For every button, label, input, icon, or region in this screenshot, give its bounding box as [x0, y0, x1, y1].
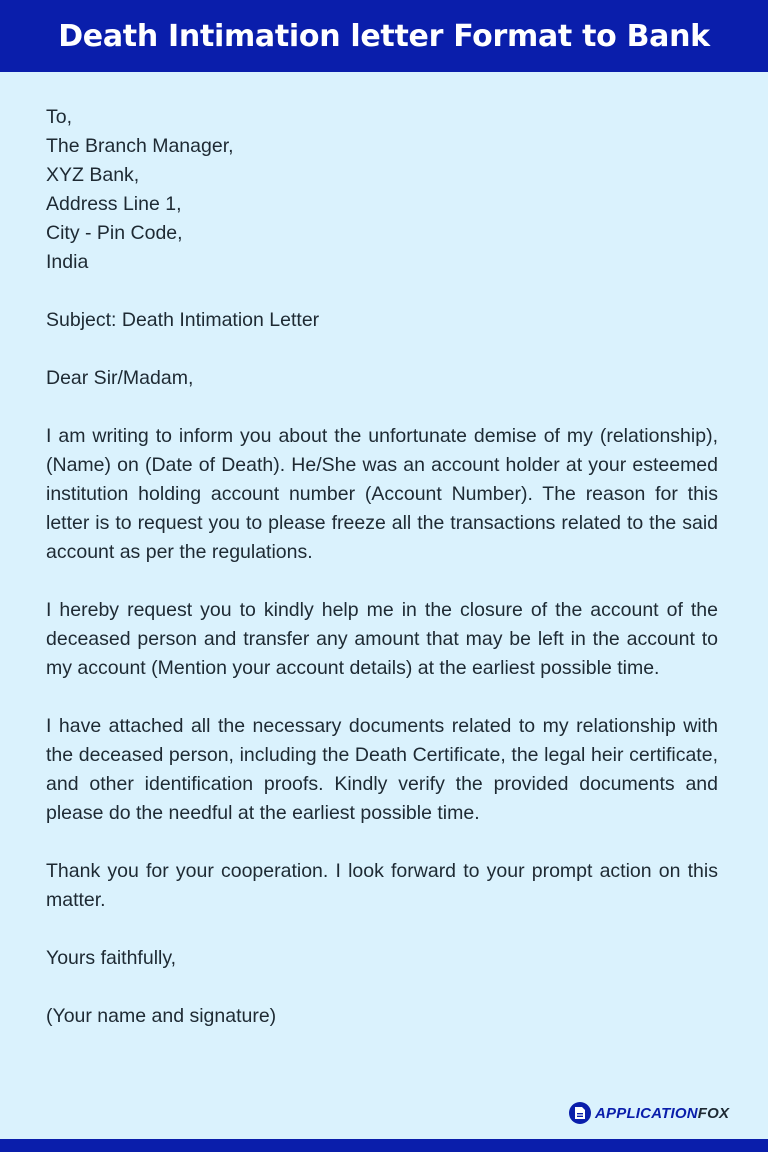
- subject-line: Subject: Death Intimation Letter: [46, 309, 320, 331]
- address-line: XYZ Bank,: [46, 164, 140, 186]
- page-title: Death Intimation letter Format to Bank: [58, 18, 710, 54]
- letter-body: [46, 103, 718, 1031]
- paragraph: I have attached all the necessary documents related to my relationship with the deceased person, including the Death Certificate, the legal heir certificate, and other identification proofs. Kindly verify the provided documents and please do the needful at the earliest possible time.: [46, 715, 718, 824]
- salutation: Dear Sir/Madam,: [46, 367, 194, 389]
- address-line: Address Line 1,: [46, 193, 182, 215]
- address-line: City - Pin Code,: [46, 222, 183, 244]
- logo-text: APPLICATIONFOX: [595, 1104, 730, 1122]
- header-banner: [0, 0, 768, 72]
- closing: Yours faithfully,: [46, 947, 177, 969]
- signature: (Your name and signature): [46, 1005, 277, 1027]
- address-line: The Branch Manager,: [46, 135, 234, 157]
- document-icon: [569, 1102, 591, 1124]
- paragraph: I am writing to inform you about the unfortunate demise of my (relationship), (Name) on (Date of Death). He/She was an account holder at your esteemed institution holding account number (Account Number). The reason for this letter is to request you to please freeze all the transactions related to the said account as per the regulations.: [46, 425, 718, 563]
- paragraph: Thank you for your cooperation. I look forward to your prompt action on this matter.: [46, 860, 718, 911]
- footer-bar: [0, 1139, 768, 1152]
- applicationfox-logo: [569, 1102, 729, 1124]
- address-line: To,: [46, 106, 73, 128]
- paragraph: I hereby request you to kindly help me in the closure of the account of the deceased person and transfer any amount that may be left in the account to my account (Mention your account details) at the earliest possible time.: [46, 599, 718, 679]
- address-line: India: [46, 251, 89, 273]
- recipient-address: [46, 103, 718, 277]
